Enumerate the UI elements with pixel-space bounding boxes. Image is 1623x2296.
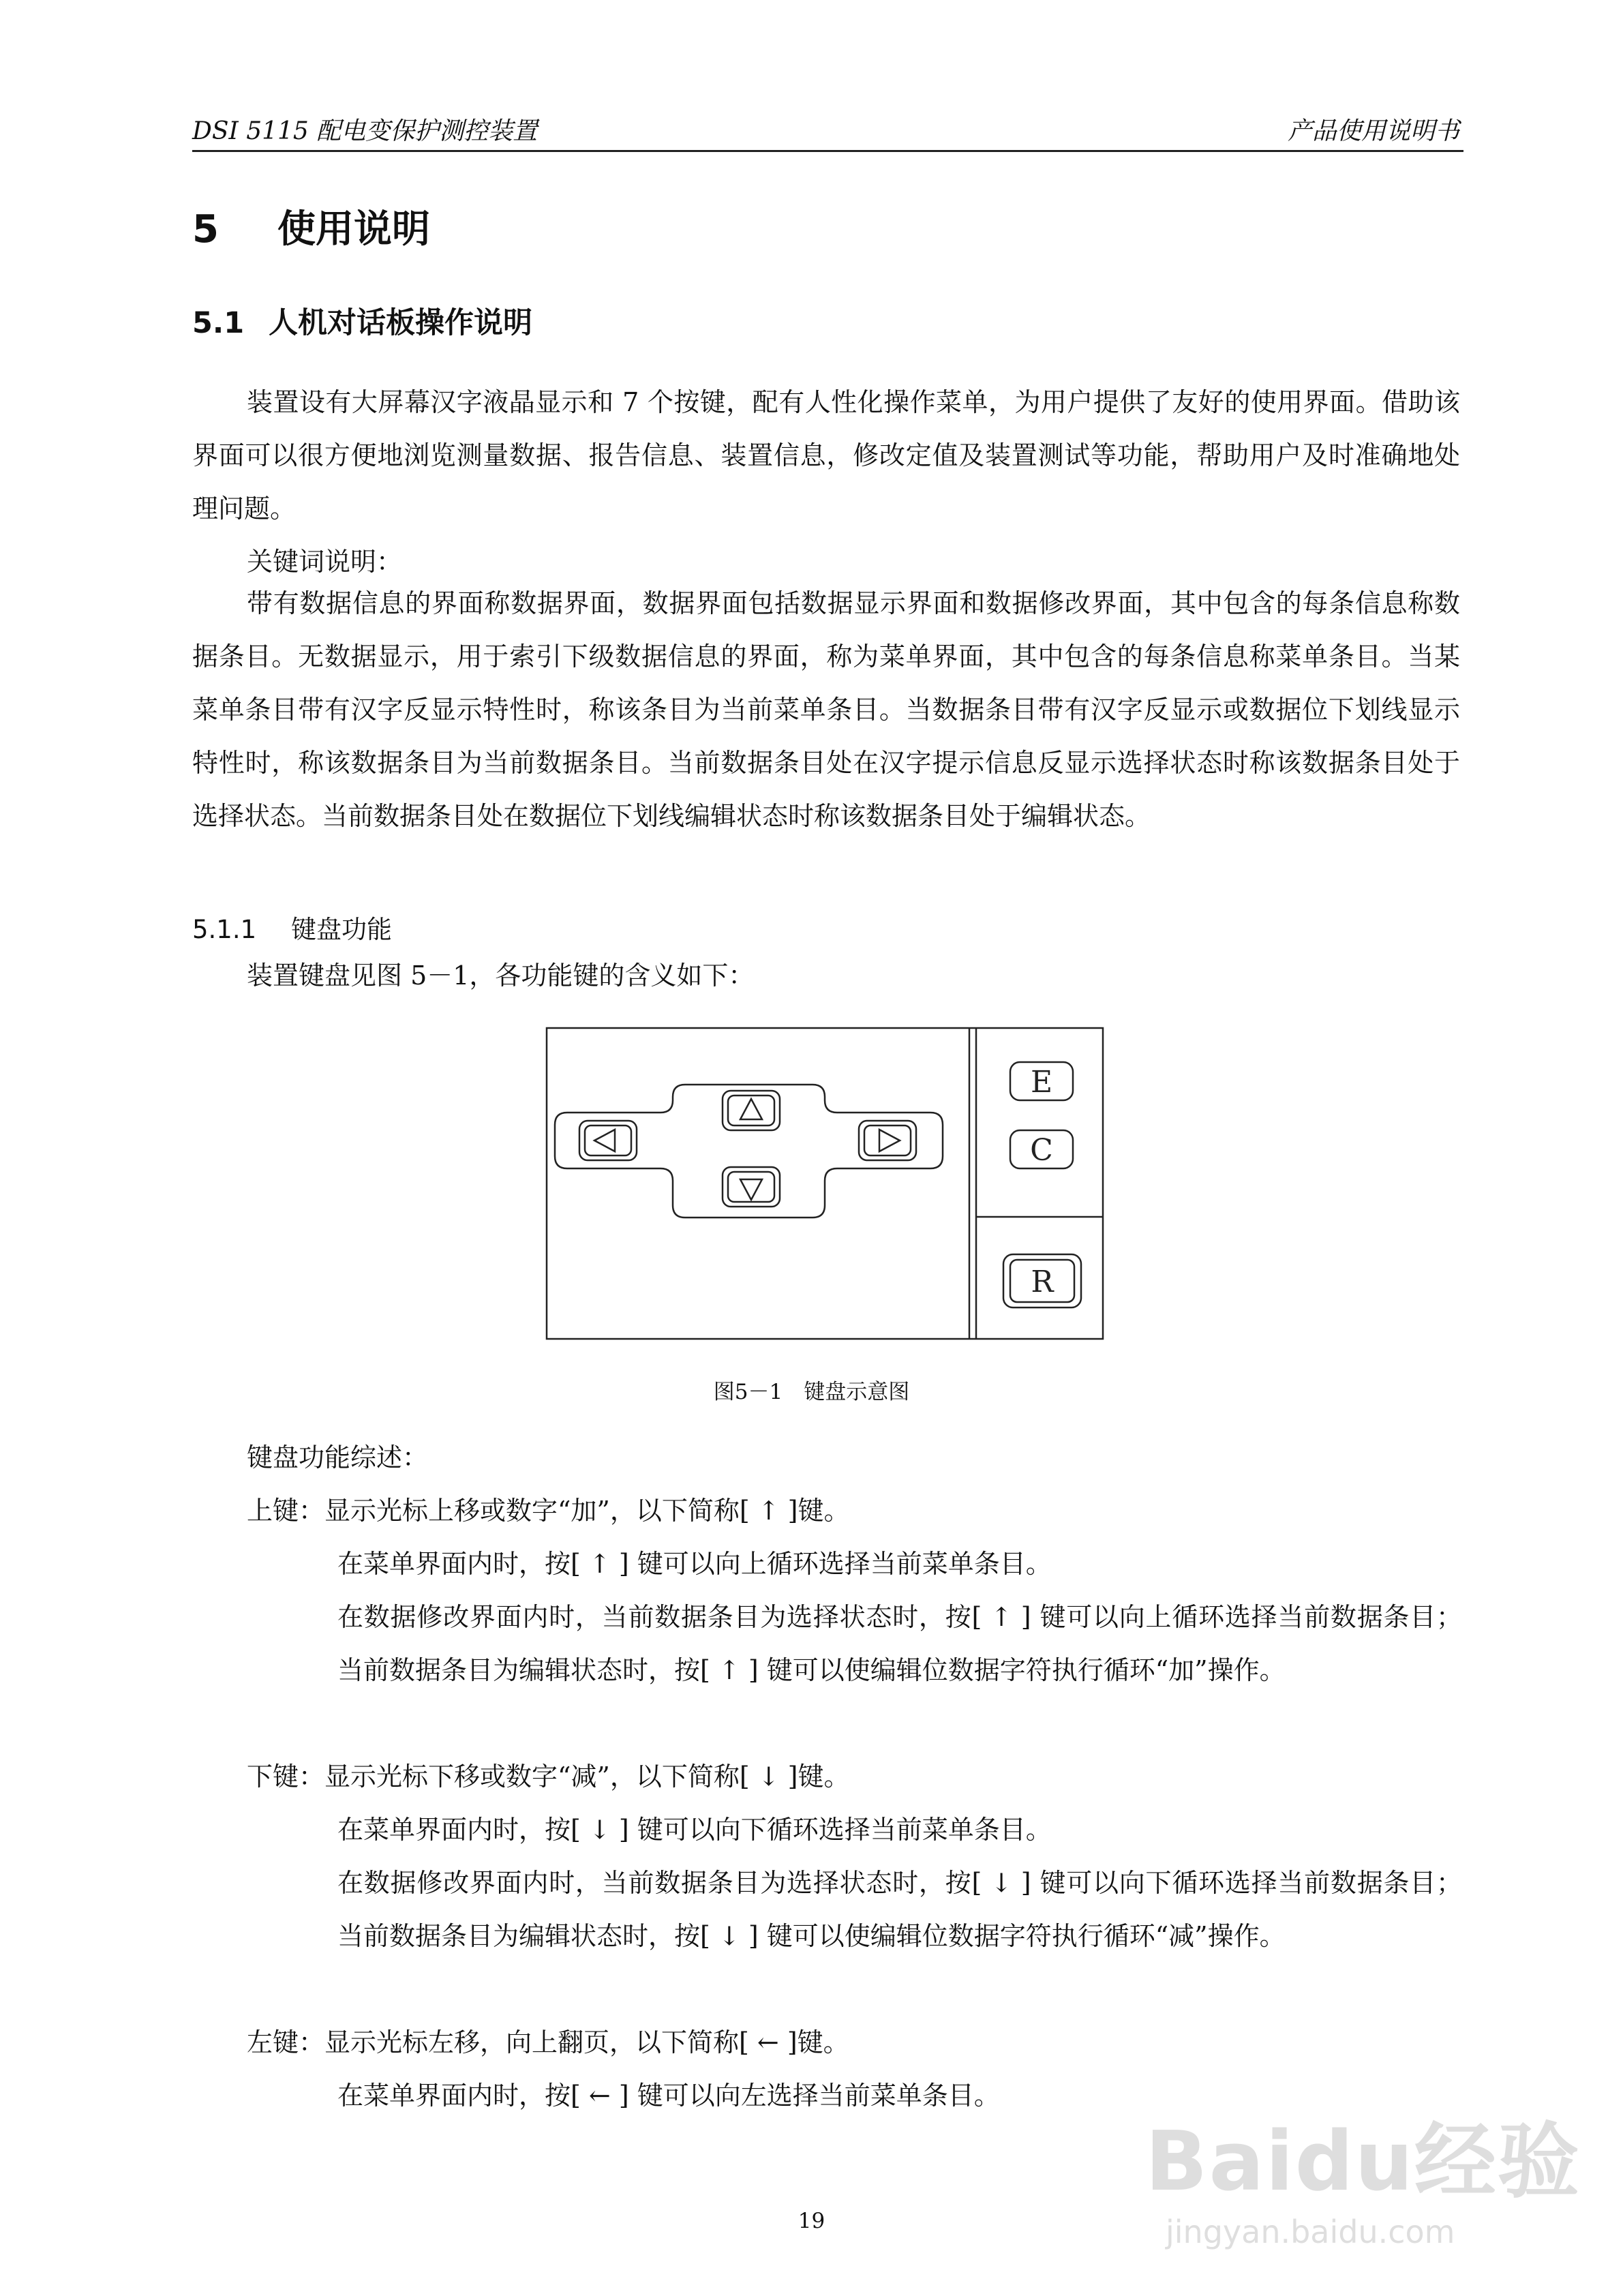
subsubsection-title: 键盘功能 [291, 915, 392, 944]
subsection-title: 人机对话板操作说明 [269, 306, 532, 340]
up-arrow-icon [740, 1099, 762, 1119]
summary-heading: 键盘功能综述： [247, 1442, 429, 1472]
page-number: 19 [798, 2209, 825, 2233]
intro-paragraph: 装置设有大屏幕汉字液晶显示和 7 个按键，配有人性化操作菜单，为用户提供了友好的使用界面。借助该界面可以很方便地浏览测量数据、报告信息、装置信息，修改定值及装置测试等功能，帮助用户及时准确地处理问题。 [192, 387, 1460, 524]
down-key-title: 下键：显示光标下移或数字“减”，以下简称[ ↓ ]键。 [247, 1762, 850, 1792]
r-key-label: R [1031, 1265, 1054, 1299]
header-manual-label: 产品使用说明书 [1287, 117, 1459, 145]
watermark-url: jingyan.baidu.com [1166, 2214, 1455, 2250]
subsubsection-number: 5.1.1 [192, 915, 257, 944]
c-key-label: C [1030, 1133, 1053, 1168]
section-number: 5 [192, 207, 219, 252]
down-key-inner [728, 1172, 774, 1202]
down-arrow-icon [740, 1179, 762, 1200]
down-key-data-desc: 在数据修改界面内时，当前数据条目为选择状态时，按[ ↓ ] 键可以向下循环选择当前数据条目；当前数据条目为编辑状态时，按[ ↓ ] 键可以使编辑位数据字符执行循环“减”操作。 [337, 1868, 1462, 1951]
keyboard-diagram [545, 1027, 1104, 1340]
up-key-data-desc: 在数据修改界面内时，当前数据条目为选择状态时，按[ ↑ ] 键可以向上循环选择当前数据条目；当前数据条目为编辑状态时，按[ ↑ ] 键可以使编辑位数据字符执行循环“加”操作。 [337, 1602, 1462, 1685]
keyboard-intro: 装置键盘见图 5－1，各功能键的含义如下： [247, 961, 755, 991]
section-heading [192, 199, 430, 254]
left-arrow-icon [594, 1130, 615, 1151]
subsubsection-heading [192, 909, 392, 946]
figure-caption: 图5－1 键盘示意图 [713, 1380, 910, 1404]
up-key-menu-desc: 在菜单界面内时，按[ ↑ ] 键可以向上循环选择当前菜单条目。 [337, 1549, 1052, 1579]
right-arrow-icon [879, 1130, 900, 1151]
down-key-menu-desc: 在菜单界面内时，按[ ↓ ] 键可以向下循环选择当前菜单条目。 [337, 1815, 1052, 1845]
header-document-title: DSI 5115 配电变保护测控装置 [192, 117, 538, 145]
keywords-label: 关键词说明： [247, 547, 403, 577]
left-key-menu-desc: 在菜单界面内时，按[ ← ] 键可以向左选择当前菜单条目。 [337, 2081, 1000, 2111]
left-key-inner [585, 1126, 631, 1155]
header-divider [192, 150, 1463, 152]
watermark-logo-text: Baidu经验 [1145, 2115, 1581, 2209]
e-key-label: E [1030, 1065, 1053, 1100]
up-key-title: 上键：显示光标上移或数字“加”，以下简称[ ↑ ]键。 [247, 1496, 850, 1526]
right-key-inner [864, 1126, 911, 1155]
subsection-number: 5.1 [192, 306, 245, 340]
left-key-title: 左键：显示光标左移，向上翻页，以下简称[ ← ]键。 [247, 2027, 849, 2057]
section-title: 使用说明 [277, 207, 430, 252]
keywords-paragraph: 带有数据信息的界面称数据界面，数据界面包括数据显示界面和数据修改界面，其中包含的每条信息称数据条目。无数据显示，用于索引下级数据信息的界面，称为菜单界面，其中包含的每条信息称菜单条目。当某菜单条目带有汉字反显示特性时，称该条目为当前菜单条目。当数据条目带有汉字反显示或数据位下划线显示特性时，称该数据条目为当前数据条目。当前数据条目处在汉字提示信息反显示选择状态时称该数据条目处于选择状态。当前数据条目处在数据位下划线编辑状态时称该数据条目处于编辑状态。 [192, 588, 1460, 831]
subsection-heading [192, 300, 532, 342]
